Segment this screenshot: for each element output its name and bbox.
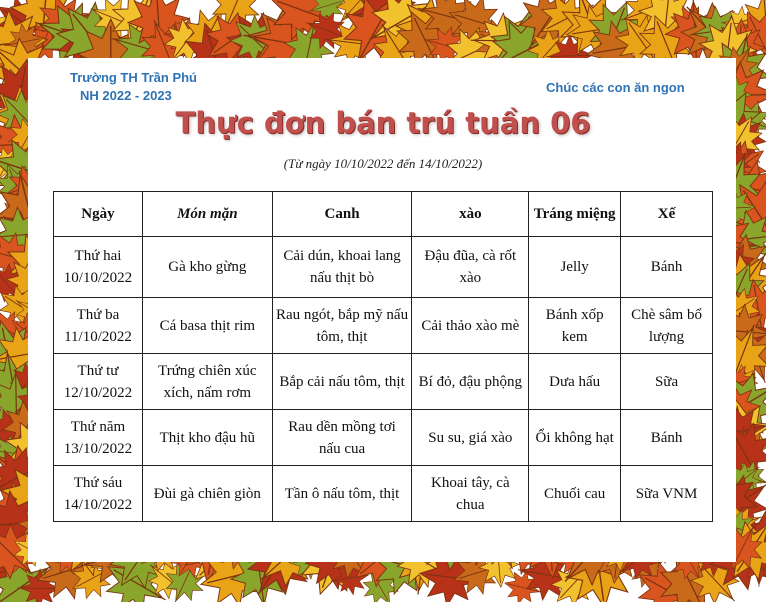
dessert-cell: Chuối cau [529,466,621,522]
page-title: Thực đơn bán trú tuần 06 [175,106,591,140]
school-name: Trường TH Trần Phú [70,70,197,85]
day-name: Thứ ba [76,306,120,323]
stirfry-cell: Su su, giá xào [412,410,529,466]
day-date: 11/10/2022 [64,328,132,345]
main-dish-cell: Cá basa thịt rim [142,298,272,354]
table-header-row [54,192,713,237]
table-row [54,237,713,298]
col-header-soup: Canh [272,192,412,237]
day-date: 13/10/2022 [63,440,133,457]
snack-cell: Sữa VNM [621,466,713,522]
day-name: Thứ hai [74,248,122,264]
day-cell [54,354,143,410]
snack-cell: Chè sâm bổ lượng [621,298,713,354]
date-range: (Từ ngày 10/10/2022 đến 14/10/2022) [283,156,483,171]
dessert-cell: Bánh xốp kem [529,298,621,354]
dessert-cell: Ổi không hạt [529,410,621,466]
soup-cell: Bắp cải nấu tôm, thịt [272,354,412,410]
snack-cell: Bánh [621,237,713,298]
col-header-main: Món mặn [142,192,272,237]
soup-cell: Rau ngót, bắp mỹ nấu tôm, thịt [272,298,412,354]
stirfry-cell: Cải thảo xào mè [412,298,529,354]
menu-table [53,191,713,522]
school-info [70,69,197,105]
day-cell [54,298,143,354]
day-name: Thứ sáu [73,474,123,491]
col-header-day: Ngày [54,192,143,237]
snack-cell: Sữa [621,354,713,410]
dessert-cell: Dưa hấu [529,354,621,410]
col-header-dessert: Tráng miệng [529,192,621,237]
soup-cell: Tần ô nấu tôm, thịt [272,466,412,522]
main-dish-cell: Thịt kho đậu hũ [142,410,272,466]
day-cell [54,410,143,466]
main-dish-cell: Gà kho gừng [142,237,272,298]
table-row [54,410,713,466]
table-row [54,354,713,410]
main-dish-cell: Trứng chiên xúc xích, nấm rơm [142,354,272,410]
table-row [54,298,713,354]
table-row [54,466,713,522]
soup-cell: Cải dún, khoai lang nấu thịt bò [272,237,412,298]
day-name: Thứ năm [70,418,126,435]
day-date: 12/10/2022 [63,384,133,401]
col-header-snack: Xế [621,192,713,237]
school-year: NH 2022 - 2023 [80,88,172,103]
day-date: 14/10/2022 [63,496,133,513]
stirfry-cell: Khoai tây, cà chua [412,466,529,522]
day-cell [54,466,143,522]
soup-cell: Rau dền mồng tơi nấu cua [272,410,412,466]
col-header-stirfry: xào [412,192,529,237]
snack-cell: Bánh [621,410,713,466]
day-date: 10/10/2022 [63,270,133,286]
stirfry-cell: Đậu đũa, cà rốt xào [412,237,529,298]
day-name: Thứ tư [77,362,119,379]
greeting: Chúc các con ăn ngon [546,80,685,95]
day-cell [54,237,143,298]
stirfry-cell: Bí đỏ, đậu phộng [412,354,529,410]
main-dish-cell: Đùi gà chiên giòn [142,466,272,522]
dessert-cell: Jelly [529,237,621,298]
